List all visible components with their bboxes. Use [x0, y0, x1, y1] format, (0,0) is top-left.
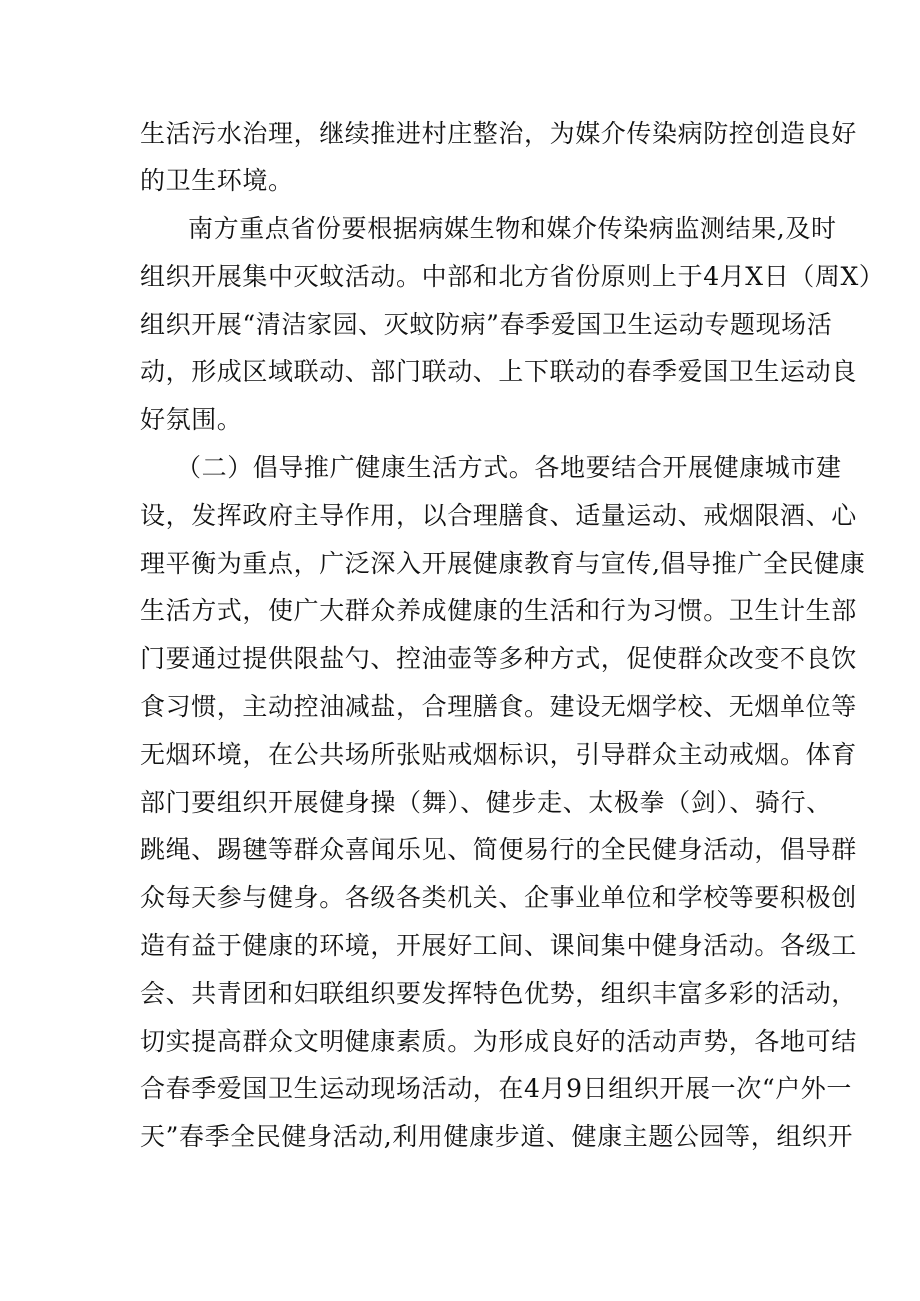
text-line: 生活方式，使广大群众养成健康的生活和行为习惯。卫生计生部	[140, 596, 857, 625]
text-line: 会、共青团和妇联组织要发挥特色优势，组织丰富多彩的活动，	[140, 979, 857, 1008]
text-line: 生活污水治理，继续推进村庄整治，为媒介传染病防控创造良好	[140, 119, 857, 148]
text-line: 设，发挥政府主导作用，以合理膳食、适量运动、戒烟限酒、心	[140, 501, 857, 530]
text-line: 跳绳、踢毽等群众喜闻乐见、简便易行的全民健身活动，倡导群	[140, 835, 857, 864]
text-line: 部门要组织开展健身操（舞）、健步走、太极拳（剑）、骑行、	[140, 788, 832, 817]
text-line: 众每天参与健身。各级各类机关、企事业单位和学校等要积极创	[140, 883, 857, 912]
text-line: 切实提高群众文明健康素质。为形成良好的活动声势，各地可结	[140, 1027, 857, 1056]
section-heading-line: （二）倡导推广健康生活方式。各地要结合开展健康城市建	[176, 453, 842, 482]
text-line: 组织开展“清洁家园、灭蚊防病”春季爱国卫生运动专题现场活	[140, 310, 833, 339]
text-line: 组织开展集中灭蚊活动。中部和北方省份原则上于4月X日（周X）	[140, 262, 885, 291]
text-line: 动，形成区域联动、部门联动、上下联动的春季爱国卫生运动良	[140, 357, 857, 386]
text-line: 合春季爱国卫生运动现场活动，在4月9日组织开展一次“户外一	[140, 1074, 852, 1103]
text-line: 的卫生环境。	[140, 166, 294, 195]
text-line: 门要通过提供限盐勺、控油壶等多种方式，促使群众改变不良饮	[140, 644, 857, 673]
text-line: 理平衡为重点，广泛深入开展健康教育与宣传,倡导推广全民健康	[140, 549, 866, 578]
text-line: 好氛围。	[140, 405, 243, 434]
text-line: 造有益于健康的环境，开展好工间、课间集中健身活动。各级工	[140, 931, 857, 960]
paragraph-first-line: 南方重点省份要根据病媒生物和媒介传染病监测结果,及时	[188, 214, 837, 243]
text-line: 天”春季全民健身活动,利用健康步道、健康主题公园等，组织开	[140, 1122, 854, 1151]
text-line: 无烟环境，在公共场所张贴戒烟标识，引导群众主动戒烟。体育	[140, 740, 857, 769]
text-line: 食习惯，主动控油减盐，合理膳食。建设无烟学校、无烟单位等	[140, 692, 857, 721]
